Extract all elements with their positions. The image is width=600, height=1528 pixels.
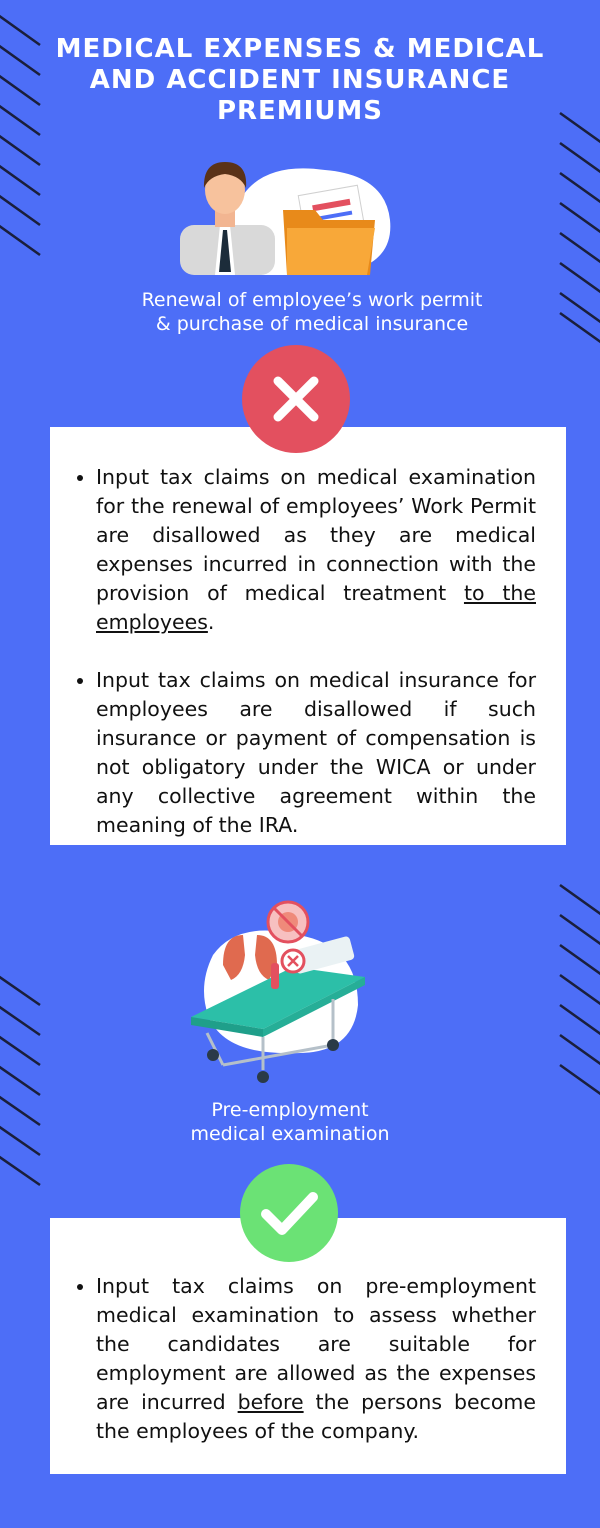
list-item: • Input tax claims on medical examination for the renewal of employees’ Work Permit are disallowed as they are medical expenses incurred in connection with the provision of medical treatment to the employees.: [96, 463, 536, 637]
section2-caption-line2: medical examination: [190, 1123, 390, 1145]
cross-icon: [241, 344, 351, 454]
stripes-mid-right: [556, 880, 600, 1115]
section1-bullet-list: [50, 463, 566, 840]
section2-caption: [170, 1098, 410, 1146]
check-icon: [239, 1163, 339, 1263]
stripes-top-right: [556, 108, 600, 353]
stripes-mid-left: [0, 960, 50, 1205]
page-title: MEDICAL EXPENSES & MEDICAL AND ACCIDENT INSURANCE PREMIUMS: [55, 34, 545, 126]
section2-caption-line1: Pre-employment: [211, 1099, 369, 1121]
section2-bullet-list: [50, 1272, 566, 1446]
section1-caption: [100, 288, 524, 336]
list-item: • Input tax claims on pre-employment medical examination to assess whether the candidates are suitable for employment are allowed as the expenses are incurred before the persons become the employees of the company.: [96, 1272, 536, 1446]
section1-caption-line1: Renewal of employee’s work permit: [141, 289, 483, 311]
employee-folder-illustration: [175, 150, 410, 280]
section1-caption-line2: & purchase of medical insurance: [155, 313, 469, 335]
section1-card: [50, 427, 566, 845]
medical-bed-illustration: [183, 895, 373, 1090]
list-item: • Input tax claims on medical insurance for employees are disallowed if such insurance or payment of compensation is not obligatory under the WICA or under any collective agreement within the meaning of the IRA.: [96, 666, 536, 840]
